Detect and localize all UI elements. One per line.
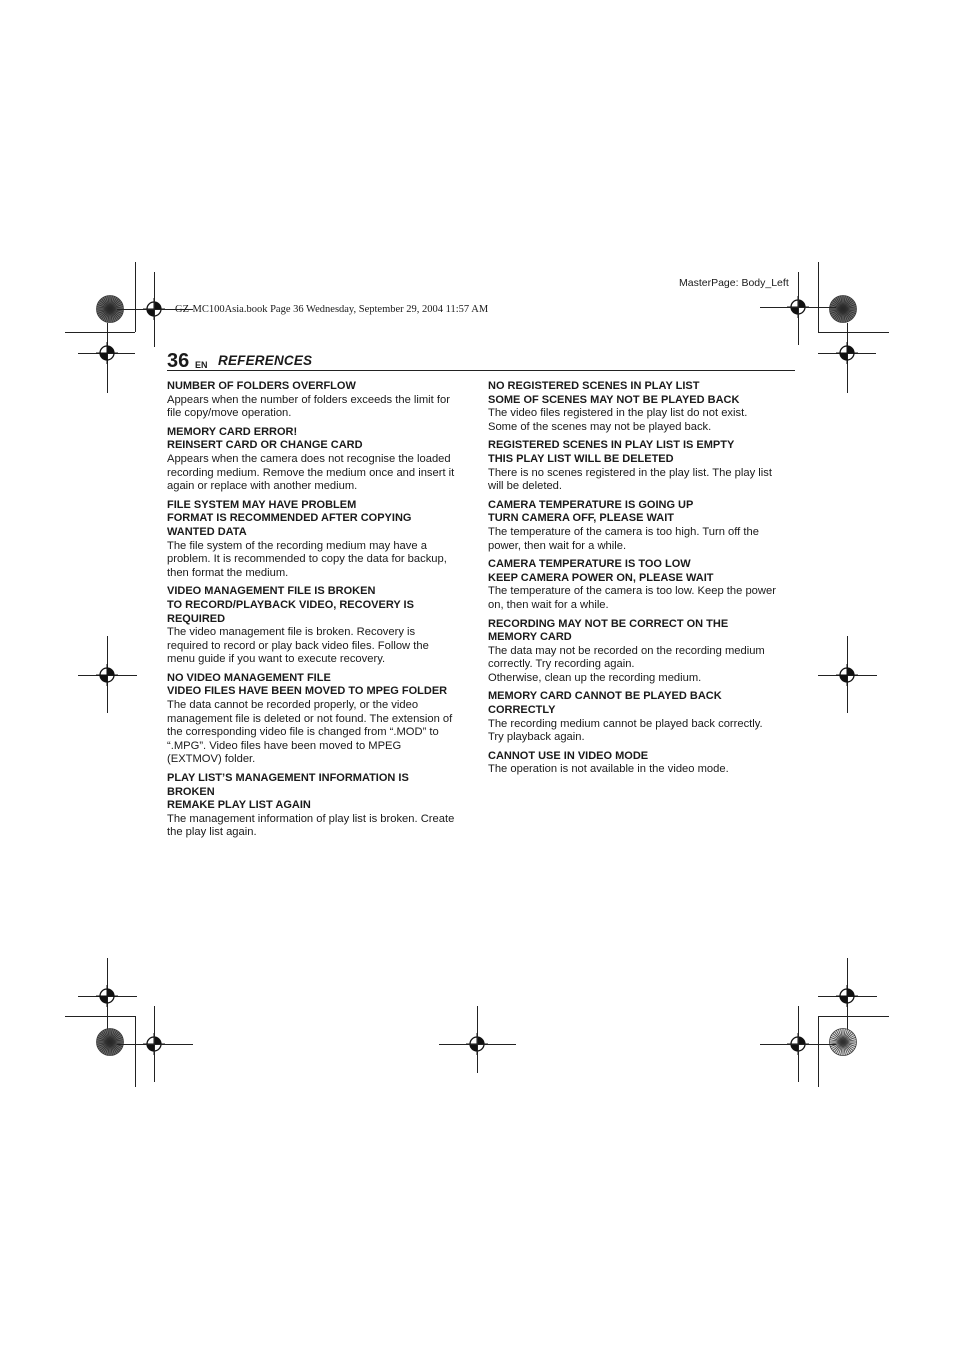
message-heading: MEMORY CARD	[488, 631, 572, 644]
message-heading: RECORDING MAY NOT BE CORRECT ON THE	[488, 617, 729, 630]
crop-line	[154, 1006, 155, 1082]
crop-line	[818, 332, 889, 333]
message-heading: CAMERA TEMPERATURE IS GOING UP	[488, 498, 694, 511]
message-entry	[488, 750, 798, 777]
color-star-target-icon	[828, 294, 858, 324]
crop-line	[154, 272, 155, 347]
message-entry	[167, 672, 477, 767]
section-title: REFERENCES	[218, 353, 313, 368]
left-column	[167, 380, 477, 845]
message-description: will be deleted.	[488, 480, 563, 493]
right-column	[488, 380, 798, 782]
crop-line	[477, 1006, 478, 1073]
message-description: then format the medium.	[167, 566, 289, 579]
message-description: recording medium. Remove the medium once and insert it	[167, 466, 455, 479]
message-entry	[167, 772, 477, 840]
message-entry	[167, 585, 477, 667]
registration-mark-icon	[96, 664, 118, 686]
message-description: the play list again.	[167, 826, 257, 839]
message-description: The data may not be recorded on the recording medium	[488, 644, 765, 657]
message-description: required to record or play back video files. Follow the	[167, 639, 429, 652]
message-entry	[488, 439, 798, 493]
book-info-line: GZ-MC100Asia.book Page 36 Wednesday, September 29, 2004 11:57 AM	[175, 304, 489, 315]
message-heading: BROKEN	[167, 785, 215, 798]
message-description: The operation is not available in the video mode.	[488, 763, 729, 776]
message-description: Otherwise, clean up the recording medium.	[488, 671, 702, 684]
message-description: There is no scenes registered in the play list. The play list	[488, 466, 772, 479]
message-heading: CAMERA TEMPERATURE IS TOO LOW	[488, 558, 691, 571]
message-heading: FILE SYSTEM MAY HAVE PROBLEM	[167, 498, 357, 511]
message-heading: VIDEO MANAGEMENT FILE IS BROKEN	[167, 585, 376, 598]
message-description: again or replace with another medium.	[167, 480, 358, 493]
message-heading: REGISTERED SCENES IN PLAY LIST IS EMPTY	[488, 439, 735, 452]
message-heading: REINSERT CARD OR CHANGE CARD	[167, 439, 363, 452]
message-heading: WANTED DATA	[167, 525, 247, 538]
page-number: 36	[167, 350, 190, 372]
message-description: The management information of play list is broken. Create	[167, 812, 455, 825]
registration-mark-icon	[836, 664, 858, 686]
language-code: EN	[195, 360, 208, 370]
message-heading: NO REGISTERED SCENES IN PLAY LIST	[488, 380, 700, 392]
message-entry	[167, 426, 477, 494]
message-entry	[167, 499, 477, 581]
message-heading: NUMBER OF FOLDERS OVERFLOW	[167, 380, 356, 392]
crop-line	[818, 1016, 819, 1087]
message-description: Appears when the number of folders exceeds the limit for	[167, 393, 450, 406]
message-description: the corresponding video file is changed from “.MOD” to	[167, 726, 439, 739]
message-description: on, then wait for a while.	[488, 598, 609, 611]
message-heading: MEMORY CARD ERROR!	[167, 425, 298, 438]
crop-line	[117, 309, 193, 310]
crop-line	[135, 1016, 136, 1087]
message-heading: REMAKE PLAY LIST AGAIN	[167, 799, 311, 812]
message-heading: SOME OF SCENES MAY NOT BE PLAYED BACK	[488, 393, 740, 406]
message-heading: TURN CAMERA OFF, PLEASE WAIT	[488, 512, 674, 525]
message-heading: TO RECORD/PLAYBACK VIDEO, RECOVERY IS	[167, 598, 414, 611]
message-description: Appears when the camera does not recognise the loaded	[167, 452, 451, 465]
message-description: problem. It is recommended to copy the data for backup,	[167, 553, 447, 566]
message-entry	[488, 558, 798, 612]
registration-mark-icon	[96, 342, 118, 364]
crop-line	[798, 272, 799, 345]
crop-line	[65, 332, 135, 333]
message-description: The video management file is broken. Recovery is	[167, 626, 416, 639]
message-description: The recording medium cannot be played back correctly.	[488, 717, 763, 730]
message-description: management file is deleted or not found. The extension of	[167, 712, 453, 725]
message-entry	[488, 690, 798, 744]
message-description: The video files registered in the play list do not exist.	[488, 407, 748, 420]
message-heading: VIDEO FILES HAVE BEEN MOVED TO MPEG FOLDER	[167, 685, 448, 698]
crop-line	[117, 1044, 193, 1045]
message-description: (EXTMOV) folder.	[167, 753, 256, 766]
message-description: menu guide if you want to execute recovery.	[167, 653, 386, 666]
message-description: The temperature of the camera is too low. Keep the power	[488, 585, 776, 598]
registration-mark-icon	[836, 985, 858, 1007]
message-description: Some of the scenes may not be played back.	[488, 420, 712, 433]
message-description: “.MPG”. Video files have been moved to MPEG	[167, 739, 402, 752]
header-rule	[167, 370, 795, 371]
message-description: correctly. Try recording again.	[488, 658, 635, 671]
message-heading: FORMAT IS RECOMMENDED AFTER COPYING	[167, 512, 412, 525]
crop-line	[65, 1016, 135, 1017]
crop-line	[135, 262, 136, 332]
registration-mark-icon	[836, 342, 858, 364]
message-entry	[488, 380, 798, 434]
message-entry	[167, 380, 477, 421]
registration-mark-icon	[96, 985, 118, 1007]
message-heading: MEMORY CARD CANNOT BE PLAYED BACK	[488, 690, 722, 703]
crop-line	[818, 262, 819, 332]
message-description: The temperature of the camera is too high. Turn off the	[488, 525, 759, 538]
message-heading: CORRECTLY	[488, 704, 556, 717]
message-entry	[488, 618, 798, 686]
message-description: power, then wait for a while.	[488, 539, 627, 552]
message-heading: NO VIDEO MANAGEMENT FILE	[167, 671, 331, 684]
message-heading: KEEP CAMERA POWER ON, PLEASE WAIT	[488, 571, 714, 584]
crop-line	[798, 1006, 799, 1082]
message-description: file copy/move operation.	[167, 407, 292, 420]
message-heading: REQUIRED	[167, 612, 226, 625]
message-description: The file system of the recording medium may have a	[167, 539, 427, 552]
color-star-target-icon	[95, 1027, 125, 1057]
color-star-target-icon	[828, 1027, 858, 1057]
message-heading: THIS PLAY LIST WILL BE DELETED	[488, 452, 674, 465]
message-heading: CANNOT USE IN VIDEO MODE	[488, 749, 649, 762]
message-description: The data cannot be recorded properly, or the video	[167, 699, 419, 712]
masterpage-label: MasterPage: Body_Left	[679, 277, 789, 289]
message-description: Try playback again.	[488, 731, 585, 744]
message-entry	[488, 499, 798, 553]
crop-line	[818, 1016, 889, 1017]
message-heading: PLAY LIST’S MANAGEMENT INFORMATION IS	[167, 772, 409, 785]
